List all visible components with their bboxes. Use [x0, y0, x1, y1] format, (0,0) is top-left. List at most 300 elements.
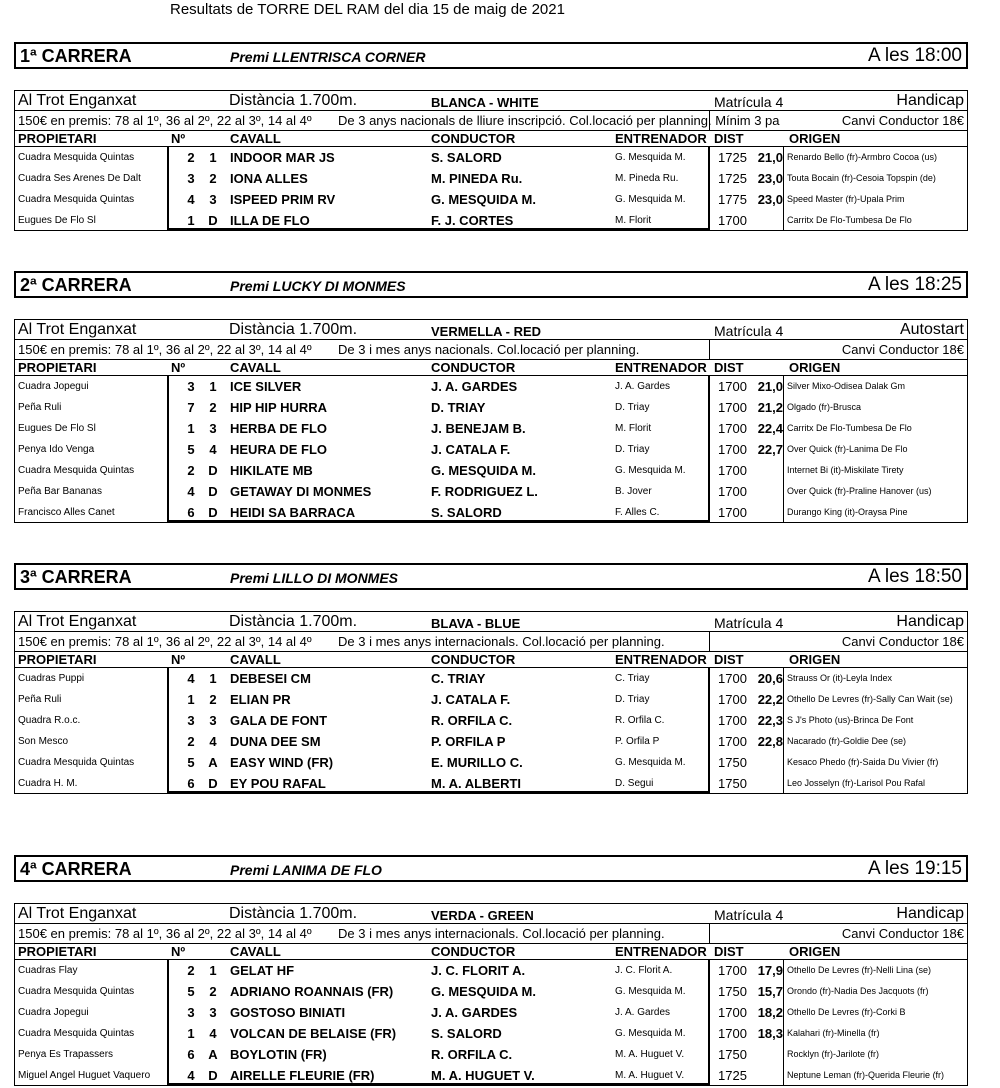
table-row [15, 210, 967, 231]
position-cell: 1 [209, 963, 217, 978]
owner-cell: Cuadras Flay [18, 965, 78, 976]
horse-cell: GELAT HF [230, 963, 295, 978]
col-owner: PROPIETARI [18, 944, 97, 959]
race-type: Al Trot Enganxat [18, 321, 137, 338]
trainer-cell: R. Orfila C. [615, 715, 665, 726]
position-cell: 2 [209, 692, 217, 707]
driver-cell: S. SALORD [431, 505, 502, 520]
time-cell: 21,0 [757, 379, 783, 394]
horse-cell: IONA ALLES [230, 171, 308, 186]
race-time: A les 18:50 [867, 566, 962, 587]
race-color: VERMELLA - RED [431, 324, 542, 339]
table-row [15, 689, 967, 710]
col-driver: CONDUCTOR [431, 131, 516, 146]
origin-cell: Leo Josselyn (fr)-Larisol Pou Rafal [787, 778, 926, 788]
number-cell: 1 [187, 213, 195, 228]
col-horse: CAVALL [230, 944, 281, 959]
horse-cell: HEURA DE FLO [230, 442, 328, 457]
race-prize: Premi LANIMA DE FLO [230, 862, 382, 878]
col-owner: PROPIETARI [18, 131, 97, 146]
origin-cell: Othello De Levres (fr)-Nelli Lina (se) [787, 965, 932, 975]
origin-cell: Carritx De Flo-Tumbesa De Flo [787, 423, 912, 433]
number-cell: 1 [187, 1026, 195, 1041]
horse-cell: ILLA DE FLO [230, 213, 310, 228]
origin-cell: Touta Bocain (fr)-Cesoia Topspin (de) [787, 173, 936, 183]
horse-cell: GALA DE FONT [230, 713, 328, 728]
trainer-cell: P. Orfila P [615, 736, 660, 747]
horse-cell: EASY WIND (FR) [230, 755, 334, 770]
position-cell: D [208, 484, 218, 499]
position-cell: 2 [209, 171, 217, 186]
time-cell: 22,2 [757, 692, 783, 707]
col-dist: DIST [714, 944, 744, 959]
position-cell: D [208, 1068, 218, 1083]
trainer-cell: D. Segui [615, 778, 654, 789]
race-prize: Premi LUCKY DI MONMES [230, 278, 406, 294]
owner-cell: Peña Bar Bananas [18, 486, 102, 497]
table-row [15, 481, 967, 502]
horse-cell: VOLCAN DE BELAISE (FR) [230, 1026, 397, 1041]
origin-cell: Over Quick (fr)-Lanima De Flo [787, 444, 908, 454]
horse-cell: DUNA DEE SM [230, 734, 321, 749]
table-header [14, 943, 968, 960]
divider [15, 339, 967, 340]
col-driver: CONDUCTOR [431, 360, 516, 375]
time-cell: 23,0 [757, 171, 783, 186]
number-cell: 1 [187, 692, 195, 707]
trainer-cell: F. Alles C. [615, 507, 660, 518]
race-prize: Premi LLENTRISCA CORNER [230, 49, 426, 65]
distance-cell: 1700 [718, 379, 747, 394]
origin-cell: Renardo Bello (fr)-Armbro Cocoa (us) [787, 152, 938, 162]
driver-cell: R. ORFILA C. [431, 1047, 513, 1062]
origin-cell: Over Quick (fr)-Praline Hanover (us) [787, 486, 932, 496]
driver-cell: P. ORFILA P [431, 734, 506, 749]
race-matricula: Matrícula 4 [714, 323, 784, 339]
race-matricula: Matrícula 4 [714, 94, 784, 110]
col-driver: CONDUCTOR [431, 652, 516, 667]
position-cell: 3 [209, 192, 217, 207]
horse-cell: ADRIANO ROANNAIS (FR) [230, 984, 394, 999]
owner-cell: Miguel Angel Huguet Vaquero [18, 1070, 151, 1081]
col-trainer: ENTRENADOR [615, 131, 707, 146]
owner-cell: Quadra R.o.c. [18, 715, 81, 726]
race-time: A les 18:25 [867, 274, 962, 295]
distance-cell: 1700 [718, 963, 747, 978]
origin-cell: Rocklyn (fr)-Jarilote (fr) [787, 1049, 880, 1059]
divider [15, 110, 967, 111]
number-cell: 6 [187, 505, 195, 520]
table-row [15, 1002, 967, 1023]
race-conditions: De 3 anys nacionals de lliure inscripció. Col.locació per planning. Mínim 3 pa [338, 113, 780, 128]
table-row [15, 147, 967, 168]
owner-cell: Cuadra Ses Arenes De Dalt [18, 173, 141, 184]
driver-cell: J. CATALA F. [431, 692, 511, 707]
owner-cell: Cuadra Mesquida Quintas [18, 194, 135, 205]
number-cell: 3 [187, 379, 195, 394]
race-block [14, 42, 968, 228]
driver-cell: J. A. GARDES [431, 1005, 518, 1020]
horse-cell: DEBESEI CM [230, 671, 311, 686]
position-cell: 2 [209, 984, 217, 999]
race-distance: Distància 1.700m. [229, 613, 358, 630]
race-color: VERDA - GREEN [431, 908, 534, 923]
time-cell: 18,2 [757, 1005, 783, 1020]
race-color: BLAVA - BLUE [431, 616, 521, 631]
race-number: 4ª CARRERA [20, 859, 132, 879]
trainer-cell: G. Mesquida M. [615, 194, 686, 205]
driver-cell: J. BENEJAM B. [431, 421, 526, 436]
trainer-cell: J. A. Gardes [615, 381, 671, 392]
origin-cell: Speed Master (fr)-Upala Prim [787, 194, 905, 204]
origin-cell: Neptune Leman (fr)-Querida Fleurie (fr) [787, 1070, 945, 1080]
time-cell: 17,9 [757, 963, 783, 978]
origin-cell: S J's Photo (us)-Brinca De Font [787, 715, 914, 725]
position-cell: 1 [209, 671, 217, 686]
col-horse: CAVALL [230, 652, 281, 667]
table-header [14, 130, 968, 147]
table-row [15, 731, 967, 752]
trainer-cell: G. Mesquida M. [615, 757, 686, 768]
distance-cell: 1700 [718, 505, 747, 520]
table-row [15, 439, 967, 460]
owner-cell: Eugues De Flo Sl [18, 423, 96, 434]
race-time: A les 18:00 [867, 45, 962, 66]
race-premis: 150€ en premis: 78 al 1º, 36 al 2º, 22 al 3º, 14 al 4º [18, 926, 312, 941]
horse-cell: AIRELLE FLEURIE (FR) [230, 1068, 375, 1083]
horse-cell: INDOOR MAR JS [230, 150, 335, 165]
table-row [15, 1023, 967, 1044]
time-cell: 20,6 [757, 671, 783, 686]
number-cell: 5 [187, 755, 195, 770]
col-owner: PROPIETARI [18, 652, 97, 667]
number-cell: 2 [187, 734, 195, 749]
origin-cell: Kesaco Phedo (fr)-Saida Du Vivier (fr) [787, 757, 939, 767]
table-body [14, 668, 968, 794]
divider [709, 340, 710, 360]
owner-cell: Francisco Alles Canet [18, 507, 115, 518]
distance-cell: 1700 [718, 713, 747, 728]
number-cell: 6 [187, 776, 195, 791]
number-cell: 3 [187, 171, 195, 186]
position-cell: A [208, 755, 218, 770]
table-row [15, 460, 967, 481]
driver-cell: S. SALORD [431, 1026, 502, 1041]
time-cell: 22,8 [757, 734, 783, 749]
race-info [14, 319, 968, 359]
horse-cell: HIP HIP HURRA [230, 400, 328, 415]
trainer-cell: M. A. Huguet V. [615, 1070, 685, 1081]
race-canvi: Canvi Conductor 18€ [841, 634, 964, 649]
time-cell: 22,3 [757, 713, 783, 728]
divider [15, 923, 967, 924]
time-cell: 18,3 [757, 1026, 783, 1041]
driver-cell: R. ORFILA C. [431, 713, 513, 728]
horse-cell: GOSTOSO BINIATI [230, 1005, 346, 1020]
horse-cell: HIKILATE MB [230, 463, 313, 478]
col-owner: PROPIETARI [18, 360, 97, 375]
driver-cell: S. SALORD [431, 150, 502, 165]
col-num: Nº [171, 652, 186, 667]
distance-cell: 1700 [718, 484, 747, 499]
table-body [14, 376, 968, 523]
trainer-cell: G. Mesquida M. [615, 1028, 686, 1039]
race-canvi: Canvi Conductor 18€ [841, 113, 964, 128]
race-premis: 150€ en premis: 78 al 1º, 36 al 2º, 22 al 3º, 14 al 4º [18, 342, 312, 357]
owner-cell: Peña Ruli [18, 694, 62, 705]
driver-cell: J. A. GARDES [431, 379, 518, 394]
owner-cell: Cuadra Mesquida Quintas [18, 1028, 135, 1039]
race-matricula: Matrícula 4 [714, 907, 784, 923]
distance-cell: 1700 [718, 213, 747, 228]
distance-cell: 1725 [718, 150, 747, 165]
divider [709, 632, 710, 652]
race-prize: Premi LILLO DI MONMES [230, 570, 399, 586]
col-trainer: ENTRENADOR [615, 652, 707, 667]
driver-cell: M. A. HUGUET V. [431, 1068, 535, 1083]
owner-cell: Cuadra Mesquida Quintas [18, 152, 135, 163]
driver-cell: G. MESQUIDA M. [431, 463, 536, 478]
distance-cell: 1700 [718, 692, 747, 707]
col-dist: DIST [714, 131, 744, 146]
driver-cell: D. TRIAY [431, 400, 486, 415]
race-color: BLANCA - WHITE [431, 95, 539, 110]
trainer-cell: C. Triay [615, 673, 650, 684]
race-premis: 150€ en premis: 78 al 1º, 36 al 2º, 22 al 3º, 14 al 4º [18, 634, 312, 649]
driver-cell: M. PINEDA Ru. [431, 171, 523, 186]
number-cell: 2 [187, 463, 195, 478]
race-type: Al Trot Enganxat [18, 613, 137, 630]
race-type: Al Trot Enganxat [18, 92, 137, 109]
origin-cell: Othello De Levres (fr)-Corki B [787, 1007, 906, 1017]
col-dist: DIST [714, 652, 744, 667]
position-cell: 3 [209, 421, 217, 436]
number-cell: 4 [187, 484, 195, 499]
table-row [15, 981, 967, 1002]
race-header [14, 271, 968, 298]
time-cell: 21,0 [757, 150, 783, 165]
origin-cell: Olgado (fr)-Brusca [787, 402, 862, 412]
position-cell: 1 [209, 150, 217, 165]
driver-cell: J. C. FLORIT A. [431, 963, 526, 978]
table-body [14, 147, 968, 231]
number-cell: 2 [187, 150, 195, 165]
number-cell: 6 [187, 1047, 195, 1062]
col-num: Nº [171, 131, 186, 146]
race-type: Al Trot Enganxat [18, 905, 137, 922]
distance-cell: 1750 [718, 1047, 747, 1062]
position-cell: 4 [209, 1026, 217, 1041]
race-number: 3ª CARRERA [20, 567, 132, 587]
race-header [14, 855, 968, 882]
position-cell: 2 [209, 400, 217, 415]
divider [709, 111, 710, 131]
col-origin: ORIGEN [789, 131, 841, 146]
distance-cell: 1700 [718, 1026, 747, 1041]
col-trainer: ENTRENADOR [615, 944, 707, 959]
driver-cell: C. TRIAY [431, 671, 486, 686]
position-cell: 1 [209, 379, 217, 394]
race-block [14, 855, 968, 1083]
owner-cell: Cuadra Jopegui [18, 1007, 89, 1018]
horse-cell: ELIAN PR [230, 692, 291, 707]
driver-cell: G. MESQUIDA M. [431, 192, 536, 207]
table-row [15, 502, 967, 523]
origin-cell: Silver Mixo-Odisea Dalak Gm [787, 381, 906, 391]
origin-cell: Strauss Or (it)-Leyla Index [787, 673, 893, 683]
table-header [14, 359, 968, 376]
distance-cell: 1725 [718, 171, 747, 186]
trainer-cell: M. Pineda Ru. [615, 173, 679, 184]
horse-cell: GETAWAY DI MONMES [230, 484, 372, 499]
race-block [14, 563, 968, 791]
time-cell: 15,7 [757, 984, 783, 999]
distance-cell: 1700 [718, 1005, 747, 1020]
position-cell: 4 [209, 734, 217, 749]
col-num: Nº [171, 360, 186, 375]
table-row [15, 752, 967, 773]
race-number: 2ª CARRERA [20, 275, 132, 295]
race-conditions: De 3 i mes anys nacionals. Col.locació per planning. [338, 342, 640, 357]
table-row [15, 418, 967, 439]
horse-cell: HERBA DE FLO [230, 421, 328, 436]
number-cell: 7 [187, 400, 195, 415]
owner-cell: Cuadra Mesquida Quintas [18, 757, 135, 768]
position-cell: 3 [209, 1005, 217, 1020]
trainer-cell: G. Mesquida M. [615, 986, 686, 997]
race-conditions: De 3 i mes anys internacionals. Col.locació per planning. [338, 634, 665, 649]
driver-cell: G. MESQUIDA M. [431, 984, 536, 999]
position-cell: D [208, 505, 218, 520]
distance-cell: 1700 [718, 671, 747, 686]
time-cell: 21,2 [757, 400, 783, 415]
col-horse: CAVALL [230, 360, 281, 375]
table-row [15, 960, 967, 981]
race-canvi: Canvi Conductor 18€ [841, 926, 964, 941]
trainer-cell: G. Mesquida M. [615, 152, 686, 163]
col-num: Nº [171, 944, 186, 959]
horse-cell: HEIDI SA BARRACA [230, 505, 356, 520]
distance-cell: 1750 [718, 755, 747, 770]
distance-cell: 1700 [718, 442, 747, 457]
distance-cell: 1700 [718, 400, 747, 415]
col-origin: ORIGEN [789, 360, 841, 375]
position-cell: D [208, 776, 218, 791]
race-mode: Autostart [899, 321, 964, 338]
horse-cell: ICE SILVER [230, 379, 302, 394]
race-canvi: Canvi Conductor 18€ [841, 342, 964, 357]
race-header [14, 563, 968, 590]
distance-cell: 1700 [718, 734, 747, 749]
owner-cell: Eugues De Flo Sl [18, 215, 96, 226]
trainer-cell: M. A. Huguet V. [615, 1049, 685, 1060]
distance-cell: 1750 [718, 776, 747, 791]
race-mode: Handicap [896, 905, 964, 922]
document-title: Resultats de TORRE DEL RAM del dia 15 de maig de 2021 [170, 1, 565, 18]
table-row [15, 168, 967, 189]
race-number: 1ª CARRERA [20, 46, 132, 66]
trainer-cell: M. Florit [615, 423, 652, 434]
number-cell: 5 [187, 442, 195, 457]
number-cell: 4 [187, 671, 195, 686]
col-dist: DIST [714, 360, 744, 375]
driver-cell: M. A. ALBERTI [431, 776, 522, 791]
table-row [15, 668, 967, 689]
col-horse: CAVALL [230, 131, 281, 146]
time-cell: 22,7 [757, 442, 783, 457]
origin-cell: Carritx De Flo-Tumbesa De Flo [787, 215, 912, 225]
position-cell: 3 [209, 713, 217, 728]
time-cell: 22,4 [757, 421, 783, 436]
origin-cell: Internet Bi (it)-Miskilate Tirety [787, 465, 904, 475]
driver-cell: E. MURILLO C. [431, 755, 523, 770]
distance-cell: 1725 [718, 1068, 747, 1083]
owner-cell: Penya Ido Venga [18, 444, 95, 455]
owner-cell: Peña Ruli [18, 402, 62, 413]
horse-cell: EY POU RAFAL [230, 776, 326, 791]
race-time: A les 19:15 [867, 858, 962, 879]
table-row [15, 710, 967, 731]
number-cell: 4 [187, 192, 195, 207]
number-cell: 3 [187, 1005, 195, 1020]
race-premis: 150€ en premis: 78 al 1º, 36 al 2º, 22 al 3º, 14 al 4º [18, 113, 312, 128]
race-distance: Distància 1.700m. [229, 321, 358, 338]
owner-cell: Cuadra Mesquida Quintas [18, 986, 135, 997]
driver-cell: F. RODRIGUEZ L. [431, 484, 538, 499]
trainer-cell: B. Jover [615, 486, 652, 497]
race-header [14, 42, 968, 69]
distance-cell: 1700 [718, 463, 747, 478]
col-origin: ORIGEN [789, 652, 841, 667]
number-cell: 5 [187, 984, 195, 999]
owner-cell: Son Mesco [18, 736, 69, 747]
table-row [15, 1044, 967, 1065]
distance-cell: 1700 [718, 421, 747, 436]
driver-cell: J. CATALA F. [431, 442, 511, 457]
distance-cell: 1775 [718, 192, 747, 207]
race-info [14, 90, 968, 130]
origin-cell: Kalahari (fr)-Minella (fr) [787, 1028, 880, 1038]
race-info [14, 611, 968, 651]
trainer-cell: D. Triay [615, 402, 650, 413]
origin-cell: Othello De Levres (fr)-Sally Can Wait (se) [787, 694, 953, 704]
table-body [14, 960, 968, 1086]
owner-cell: Cuadra Mesquida Quintas [18, 465, 135, 476]
horse-cell: BOYLOTIN (FR) [230, 1047, 327, 1062]
horse-cell: ISPEED PRIM RV [230, 192, 336, 207]
col-driver: CONDUCTOR [431, 944, 516, 959]
table-row [15, 397, 967, 418]
race-distance: Distància 1.700m. [229, 92, 358, 109]
table-row [15, 773, 967, 794]
number-cell: 2 [187, 963, 195, 978]
trainer-cell: M. Florit [615, 215, 652, 226]
owner-cell: Penya Es Trapassers [18, 1049, 114, 1060]
trainer-cell: D. Triay [615, 444, 650, 455]
trainer-cell: J. C. Florit A. [615, 965, 673, 976]
trainer-cell: J. A. Gardes [615, 1007, 671, 1018]
race-matricula: Matrícula 4 [714, 615, 784, 631]
origin-cell: Nacarado (fr)-Goldie Dee (se) [787, 736, 907, 746]
position-cell: D [208, 213, 218, 228]
owner-cell: Cuadras Puppi [18, 673, 85, 684]
owner-cell: Cuadra H. M. [18, 778, 78, 789]
col-trainer: ENTRENADOR [615, 360, 707, 375]
col-origin: ORIGEN [789, 944, 841, 959]
table-row [15, 1065, 967, 1086]
race-distance: Distància 1.700m. [229, 905, 358, 922]
race-mode: Handicap [896, 613, 964, 630]
